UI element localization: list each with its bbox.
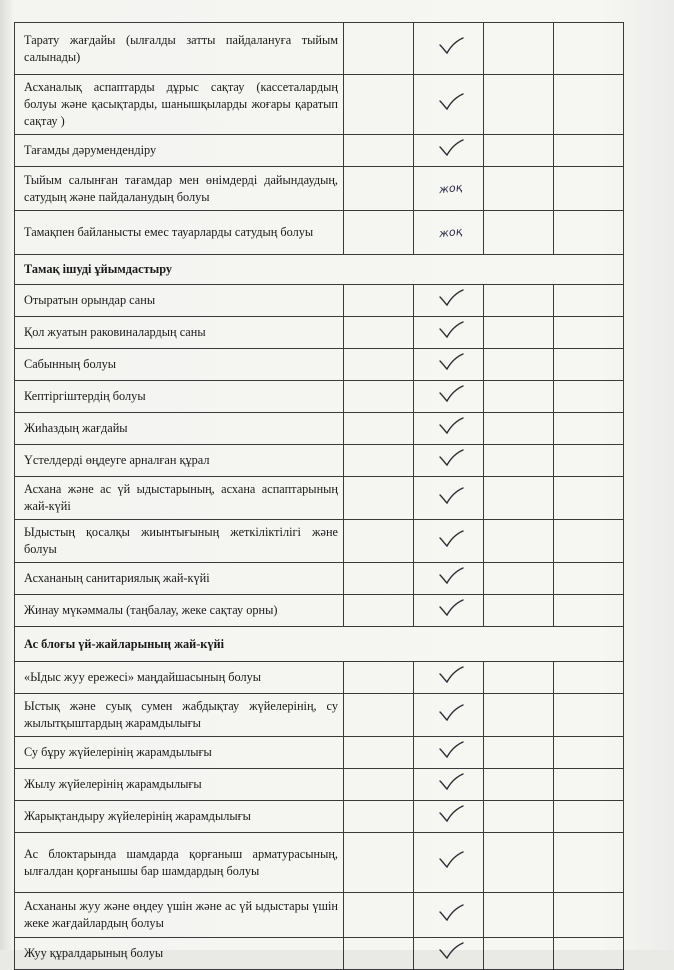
criterion-text: Жиһаздың жағдайы — [15, 413, 344, 445]
empty-cell — [554, 938, 624, 970]
empty-cell — [554, 211, 624, 255]
checkmark-icon — [438, 666, 464, 684]
mark-cell — [414, 801, 484, 833]
empty-cell — [554, 317, 624, 349]
mark-cell — [414, 893, 484, 938]
empty-cell — [484, 477, 554, 520]
checklist-row — [15, 381, 624, 413]
mark-cell — [414, 563, 484, 595]
empty-cell — [484, 662, 554, 694]
mark-cell — [414, 167, 484, 211]
checkmark-icon — [438, 289, 464, 307]
checklist-row — [15, 445, 624, 477]
empty-cell — [344, 694, 414, 737]
checklist-row — [15, 769, 624, 801]
criterion-text: Жарықтандыру жүйелерінің жарамдылығы — [15, 801, 344, 833]
checkmark-icon — [438, 704, 464, 722]
empty-cell — [344, 23, 414, 75]
checkmark-icon — [438, 904, 464, 922]
checkmark-icon — [438, 599, 464, 617]
empty-cell — [554, 75, 624, 135]
checkmark-icon — [438, 353, 464, 371]
empty-cell — [484, 445, 554, 477]
checkmark-icon — [438, 773, 464, 791]
empty-cell — [554, 694, 624, 737]
criterion-text: Тыйым салынған тағамдар мен өнімдерді дайындаудың, сатудың және пайдаланудың болуы — [15, 167, 344, 211]
empty-cell — [344, 477, 414, 520]
section-title: Тамақ ішуді ұйымдастыру — [15, 255, 624, 285]
criterion-text: Тарату жағдайы (ылғалды затты пайдалануға тыйым салынады) — [15, 23, 344, 75]
empty-cell — [484, 211, 554, 255]
mark-cell — [414, 349, 484, 381]
mark-cell — [414, 662, 484, 694]
checkmark-icon — [438, 942, 464, 960]
checkmark-icon — [438, 741, 464, 759]
checklist-row — [15, 595, 624, 627]
empty-cell — [554, 285, 624, 317]
criterion-text: Ыстық және суық сумен жабдықтау жүйелерінің, су жылытқыштардың жарамдылығы — [15, 694, 344, 737]
empty-cell — [554, 413, 624, 445]
checkmark-icon — [438, 530, 464, 548]
empty-cell — [344, 769, 414, 801]
criterion-text: Асханалық аспаптарды дұрыс сақтау (кассеталардың болуы және қасықтарды, шанышқыларды жоғары қаратып сақтау ) — [15, 75, 344, 135]
criterion-text: Жуу құралдарының болуы — [15, 938, 344, 970]
checklist-row — [15, 833, 624, 893]
empty-cell — [344, 167, 414, 211]
empty-cell — [554, 135, 624, 167]
empty-cell — [344, 563, 414, 595]
empty-cell — [344, 413, 414, 445]
criterion-text: Отыратын орындар саны — [15, 285, 344, 317]
criterion-text: Асхананың санитариялық жай-күйі — [15, 563, 344, 595]
empty-cell — [484, 75, 554, 135]
empty-cell — [344, 349, 414, 381]
checkmark-icon — [438, 567, 464, 585]
empty-cell — [554, 349, 624, 381]
empty-cell — [344, 737, 414, 769]
empty-cell — [344, 211, 414, 255]
empty-cell — [554, 801, 624, 833]
section-title: Ас блоғы үй-жайларының жай-күйі — [15, 627, 624, 662]
mark-cell — [414, 595, 484, 627]
empty-cell — [554, 520, 624, 563]
mark-cell — [414, 135, 484, 167]
empty-cell — [554, 662, 624, 694]
empty-cell — [344, 75, 414, 135]
checklist-rows — [15, 23, 624, 970]
empty-cell — [344, 662, 414, 694]
empty-cell — [344, 381, 414, 413]
criterion-text: Ыдыстың қосалқы жиынтығының жеткіліктілігі және болуы — [15, 520, 344, 563]
criterion-text: Су бұру жүйелерінің жарамдылығы — [15, 737, 344, 769]
criterion-text: Жинау мүкәммалы (таңбалау, жеке сақтау орны) — [15, 595, 344, 627]
empty-cell — [344, 285, 414, 317]
section-row — [15, 627, 624, 662]
criterion-text: Ас блоктарында шамдарда қорғаныш арматурасының, ылғалдан қорғанышы бар шамдардың болуы — [15, 833, 344, 893]
mark-cell — [414, 445, 484, 477]
mark-cell — [414, 23, 484, 75]
empty-cell — [554, 769, 624, 801]
checkmark-icon — [438, 805, 464, 823]
checklist-row — [15, 477, 624, 520]
empty-cell — [554, 893, 624, 938]
empty-cell — [484, 23, 554, 75]
checkmark-icon — [438, 417, 464, 435]
empty-cell — [554, 737, 624, 769]
mark-cell — [414, 520, 484, 563]
mark-cell — [414, 938, 484, 970]
checklist-table — [14, 22, 624, 970]
criterion-text: Кептіргіштердің болуы — [15, 381, 344, 413]
empty-cell — [344, 938, 414, 970]
empty-cell — [554, 445, 624, 477]
checklist-row — [15, 938, 624, 970]
empty-cell — [484, 833, 554, 893]
handwritten-note: жоқ — [438, 180, 463, 197]
checkmark-icon — [438, 487, 464, 505]
checklist-row — [15, 75, 624, 135]
empty-cell — [484, 563, 554, 595]
checkmark-icon — [438, 321, 464, 339]
empty-cell — [484, 694, 554, 737]
mark-cell — [414, 285, 484, 317]
mark-cell — [414, 737, 484, 769]
empty-cell — [484, 135, 554, 167]
handwritten-note: жоқ — [438, 224, 463, 241]
criterion-text: «Ыдыс жуу ережесі» маңдайшасының болуы — [15, 662, 344, 694]
checklist-row — [15, 520, 624, 563]
checklist-row — [15, 413, 624, 445]
empty-cell — [484, 285, 554, 317]
checklist-row — [15, 737, 624, 769]
checkmark-icon — [438, 139, 464, 157]
checklist-row — [15, 23, 624, 75]
empty-cell — [484, 938, 554, 970]
empty-cell — [344, 317, 414, 349]
criterion-text: Тамақпен байланысты емес тауарларды сатудың болуы — [15, 211, 344, 255]
mark-cell — [414, 75, 484, 135]
empty-cell — [554, 23, 624, 75]
criterion-text: Асхананы жуу және өңдеу үшін және ас үй ыдыстары үшін жеке жағдайлардың болуы — [15, 893, 344, 938]
empty-cell — [344, 135, 414, 167]
empty-cell — [484, 737, 554, 769]
checklist-row — [15, 662, 624, 694]
criterion-text: Үстелдерді өңдеуге арналған құрал — [15, 445, 344, 477]
empty-cell — [484, 801, 554, 833]
checklist-row — [15, 135, 624, 167]
empty-cell — [554, 381, 624, 413]
criterion-text: Тағамды дәрумендендіру — [15, 135, 344, 167]
empty-cell — [484, 595, 554, 627]
empty-cell — [554, 477, 624, 520]
checkmark-icon — [438, 93, 464, 111]
empty-cell — [344, 801, 414, 833]
empty-cell — [484, 317, 554, 349]
empty-cell — [344, 520, 414, 563]
mark-cell — [414, 833, 484, 893]
empty-cell — [344, 595, 414, 627]
empty-cell — [554, 167, 624, 211]
mark-cell — [414, 694, 484, 737]
mark-cell — [414, 381, 484, 413]
checklist-row — [15, 167, 624, 211]
criterion-text: Жылу жүйелерінің жарамдылығы — [15, 769, 344, 801]
empty-cell — [344, 445, 414, 477]
empty-cell — [554, 563, 624, 595]
empty-cell — [484, 167, 554, 211]
checklist-row — [15, 285, 624, 317]
checklist-row — [15, 349, 624, 381]
mark-cell — [414, 317, 484, 349]
empty-cell — [344, 893, 414, 938]
checkmark-icon — [438, 37, 464, 55]
checklist-row — [15, 211, 624, 255]
checklist-row — [15, 563, 624, 595]
checklist-row — [15, 317, 624, 349]
checklist-row — [15, 893, 624, 938]
checkmark-icon — [438, 449, 464, 467]
empty-cell — [484, 413, 554, 445]
checkmark-icon — [438, 385, 464, 403]
criterion-text: Асхана және ас үй ыдыстарының, асхана аспаптарының жай-күйі — [15, 477, 344, 520]
mark-cell — [414, 769, 484, 801]
mark-cell — [414, 413, 484, 445]
empty-cell — [554, 595, 624, 627]
mark-cell — [414, 477, 484, 520]
criterion-text: Қол жуатын раковиналардың саны — [15, 317, 344, 349]
empty-cell — [484, 349, 554, 381]
empty-cell — [484, 769, 554, 801]
checklist-row — [15, 801, 624, 833]
empty-cell — [344, 833, 414, 893]
section-row — [15, 255, 624, 285]
criterion-text: Сабынның болуы — [15, 349, 344, 381]
checklist-row — [15, 694, 624, 737]
empty-cell — [554, 833, 624, 893]
empty-cell — [484, 520, 554, 563]
empty-cell — [484, 381, 554, 413]
mark-cell — [414, 211, 484, 255]
empty-cell — [484, 893, 554, 938]
checkmark-icon — [438, 851, 464, 869]
